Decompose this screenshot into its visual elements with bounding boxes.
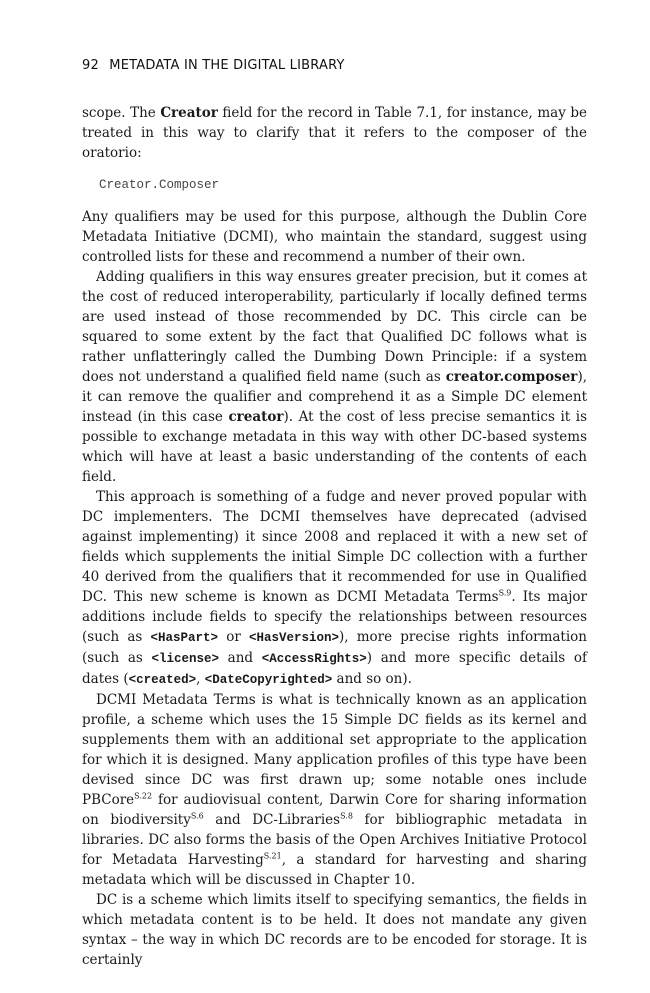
text-run: for audiovisual content, Darwin Core for sharing information on biodiversity: [82, 792, 587, 828]
body-text: [82, 103, 587, 970]
text-run: ) and more specific details of dates (: [82, 650, 587, 687]
text-run: . Its major additions include fields to specify the relationships between resources (such as: [82, 589, 588, 645]
field-name-creator-simple: creator: [228, 409, 284, 425]
text-run: ,: [196, 671, 205, 687]
text-run: ). At the cost of less precise semantics it is possible to exchange metadata in this way with other DC-based systems which will have at least a basic understanding of the contents of each field.: [82, 409, 587, 485]
element-tag: <HasVersion>: [248, 631, 339, 645]
text-run: DCMI Metadata Terms is what is technically known as an application profile, a scheme which uses the 15 Simple DC fields as its kernel and supplements them with an additional set appropriate to the application for which it is designed. Many application profiles of this type have been devised since DC was first drawn up; some notable ones include PBCore: [82, 692, 587, 808]
source-reference: S.8: [340, 811, 353, 821]
running-head: [82, 58, 345, 73]
element-tag: <DateCopyrighted>: [204, 673, 333, 687]
element-tag: <HasPart>: [150, 631, 219, 645]
paragraph-2: Any qualifiers may be used for this purpose, although the Dublin Core Metadata Initiative (DCMI), who maintain the standard, suggest using controlled lists for these and recommend a number of their own.: [82, 209, 587, 265]
text-run: and so on).: [332, 671, 412, 687]
text-run: ), it can remove the qualifier and comprehend it as a Simple DC element instead (in this case: [82, 369, 587, 425]
text-run: or: [218, 629, 249, 645]
text-run: and DC-Libraries: [203, 812, 341, 828]
element-tag: <created>: [128, 673, 197, 687]
text-run: scope. The: [82, 105, 161, 121]
paragraph-1: [82, 103, 587, 163]
text-run: field for the record in Table 7.1, for instance, may be treated in this way to clarify that it refers to the composer of the oratorio:: [82, 105, 588, 161]
element-tag: <AccessRights>: [261, 652, 367, 666]
text-run: and: [219, 650, 262, 666]
field-name-creator-composer: creator.composer: [445, 369, 578, 385]
page-number: 92: [82, 58, 99, 73]
text-run: Adding qualifiers in this way ensures greater precision, but it comes at the cost of reduced interoperability, particularly if locally defined terms are used instead of those recommended by DC. This circle can be squared to some extent by the fact that Qualified DC follows what is rather unflatteringly called the Dumbing Down Principle: if a system does not understand a qualified field name (such as: [82, 269, 587, 385]
text-run: This approach is something of a fudge and never proved popular with DC implementers. The DCMI themselves have deprecated (advised against implementing) it since 2008 and replaced it with a new set of fields which supplements the initial Simple DC collection with a further 40 derived from the qualifiers that it recommended for use in Qualified DC. This new scheme is known as DCMI Metadata Terms: [82, 489, 587, 605]
field-name-creator: Creator: [160, 105, 218, 121]
text-run: for bibliographic metadata in libraries. DC also forms the basis of the Open Archives Initiative Protocol for Metadata Harvesting: [82, 812, 588, 868]
text-run: ), more precise rights information (such as: [82, 629, 587, 666]
paragraph-6: DC is a scheme which limits itself to specifying semantics, the fields in which metadata content is to be held. It does not mandate any given syntax – the way in which DC records are to be encoded for storage. It is certainly: [82, 892, 587, 968]
element-tag: <license>: [151, 652, 219, 666]
source-reference: S.22: [134, 791, 153, 801]
paragraph-3: [82, 267, 587, 487]
paragraph-5: [82, 690, 587, 890]
running-title: METADATA IN THE DIGITAL LIBRARY: [109, 58, 345, 73]
source-reference: S.21: [263, 851, 282, 861]
source-reference: S.6: [190, 811, 204, 821]
text-run: , a standard for harvesting and sharing metadata which will be discussed in Chapter 10.: [82, 852, 588, 888]
source-reference: S.9: [498, 588, 512, 598]
paragraph-4: [82, 487, 587, 690]
code-example: Creator.Composer: [99, 178, 220, 192]
